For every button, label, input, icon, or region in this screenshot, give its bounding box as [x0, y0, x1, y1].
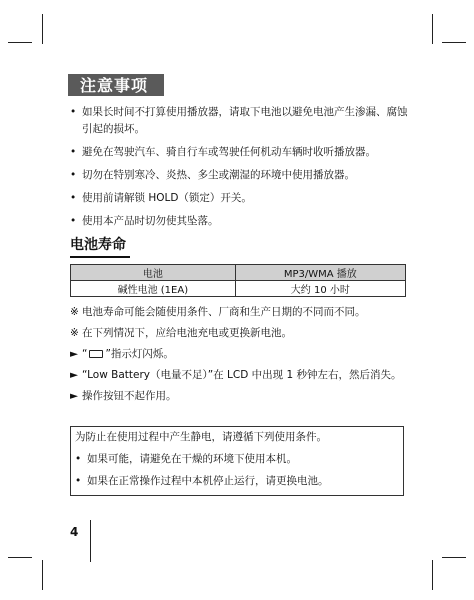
list-item [70, 144, 415, 161]
bullet-icon: • [70, 106, 77, 118]
battery-icon [89, 350, 103, 358]
crop-mark [442, 42, 466, 43]
table-header-cell: MP3/WMA 播放 [235, 265, 405, 281]
arrow-text: “Low Battery（电量不足）”在 LCD 中出现 1 秒钟左右，然后消失。 [82, 369, 402, 381]
table-cell: 碱性电池 (1EA) [71, 281, 236, 297]
battery-section-title: 电池寿命 [70, 237, 126, 253]
notes-list [70, 304, 415, 409]
bullet-icon: • [70, 146, 77, 158]
arrow-icon: ► [70, 348, 79, 360]
arrow-text: 操作按钮不起作用。 [82, 390, 177, 402]
bullet-icon: • [70, 169, 77, 181]
list-item [70, 190, 415, 207]
arrow-text-rest: ”指示灯闪烁。 [105, 348, 174, 360]
arrow-item [70, 346, 415, 363]
list-item [70, 104, 415, 138]
crop-mark [42, 560, 43, 590]
crop-mark [442, 557, 466, 558]
battery-table [70, 264, 406, 297]
static-warning-box [70, 426, 404, 496]
page-number-rule [90, 520, 91, 562]
list-item [70, 213, 415, 230]
table-header-cell: 电池 [71, 265, 236, 281]
list-item [70, 167, 415, 184]
crop-mark [432, 14, 433, 44]
bullet-icon: • [75, 453, 82, 465]
list-item-text: 避免在驾驶汽车、骑自行车或驾驶任何机动车辆时收听播放器。 [82, 146, 376, 158]
list-item-text: 如果可能，请避免在干燥的环境下使用本机。 [87, 453, 297, 465]
note-mark: ※ [70, 306, 79, 318]
list-item-text: 使用前请解锁 HOLD（锁定）开关。 [82, 192, 252, 204]
table-header-row [71, 265, 406, 281]
bullet-icon: • [70, 215, 77, 227]
crop-mark [432, 560, 433, 590]
bullet-icon: • [75, 475, 82, 487]
note-item [70, 325, 415, 342]
arrow-item [70, 388, 415, 405]
crop-mark [42, 14, 43, 44]
quote-open: “ [82, 348, 88, 360]
arrow-item [70, 367, 415, 384]
arrow-icon: ► [70, 390, 79, 402]
list-item-text: 如果在正常操作过程中本机停止运行，请更换电池。 [87, 475, 329, 487]
note-mark: ※ [70, 327, 79, 339]
list-item [75, 473, 403, 490]
table-cell: 大约 10 小时 [235, 281, 405, 297]
page-heading: 注意事项 [80, 76, 149, 95]
list-item-text: 切勿在特别寒冷、炎热、多尘或潮湿的环境中使用播放器。 [82, 169, 355, 181]
arrow-text [82, 346, 174, 363]
bullet-icon: • [70, 192, 77, 204]
table-row [71, 281, 406, 297]
crop-mark [8, 42, 32, 43]
note-text: 电池寿命可能会随使用条件、厂商和生产日期的不同而不同。 [82, 306, 366, 318]
note-item [70, 304, 415, 321]
list-item-text: 如果长时间不打算使用播放器，请取下电池以避免电池产生渗漏、腐蚀引起的损坏。 [82, 106, 408, 135]
list-item-text: 使用本产品时切勿使其坠落。 [82, 215, 219, 227]
note-text: 在下列情况下，应给电池充电或更换新电池。 [82, 327, 292, 339]
section-underline [70, 256, 130, 258]
precautions-list [70, 104, 415, 236]
arrow-icon: ► [70, 369, 79, 381]
page-number: 4 [70, 525, 79, 539]
crop-mark [8, 557, 32, 558]
box-intro: 为防止在使用过程中产生静电，请遵循下列使用条件。 [75, 431, 327, 443]
list-item [75, 451, 403, 468]
